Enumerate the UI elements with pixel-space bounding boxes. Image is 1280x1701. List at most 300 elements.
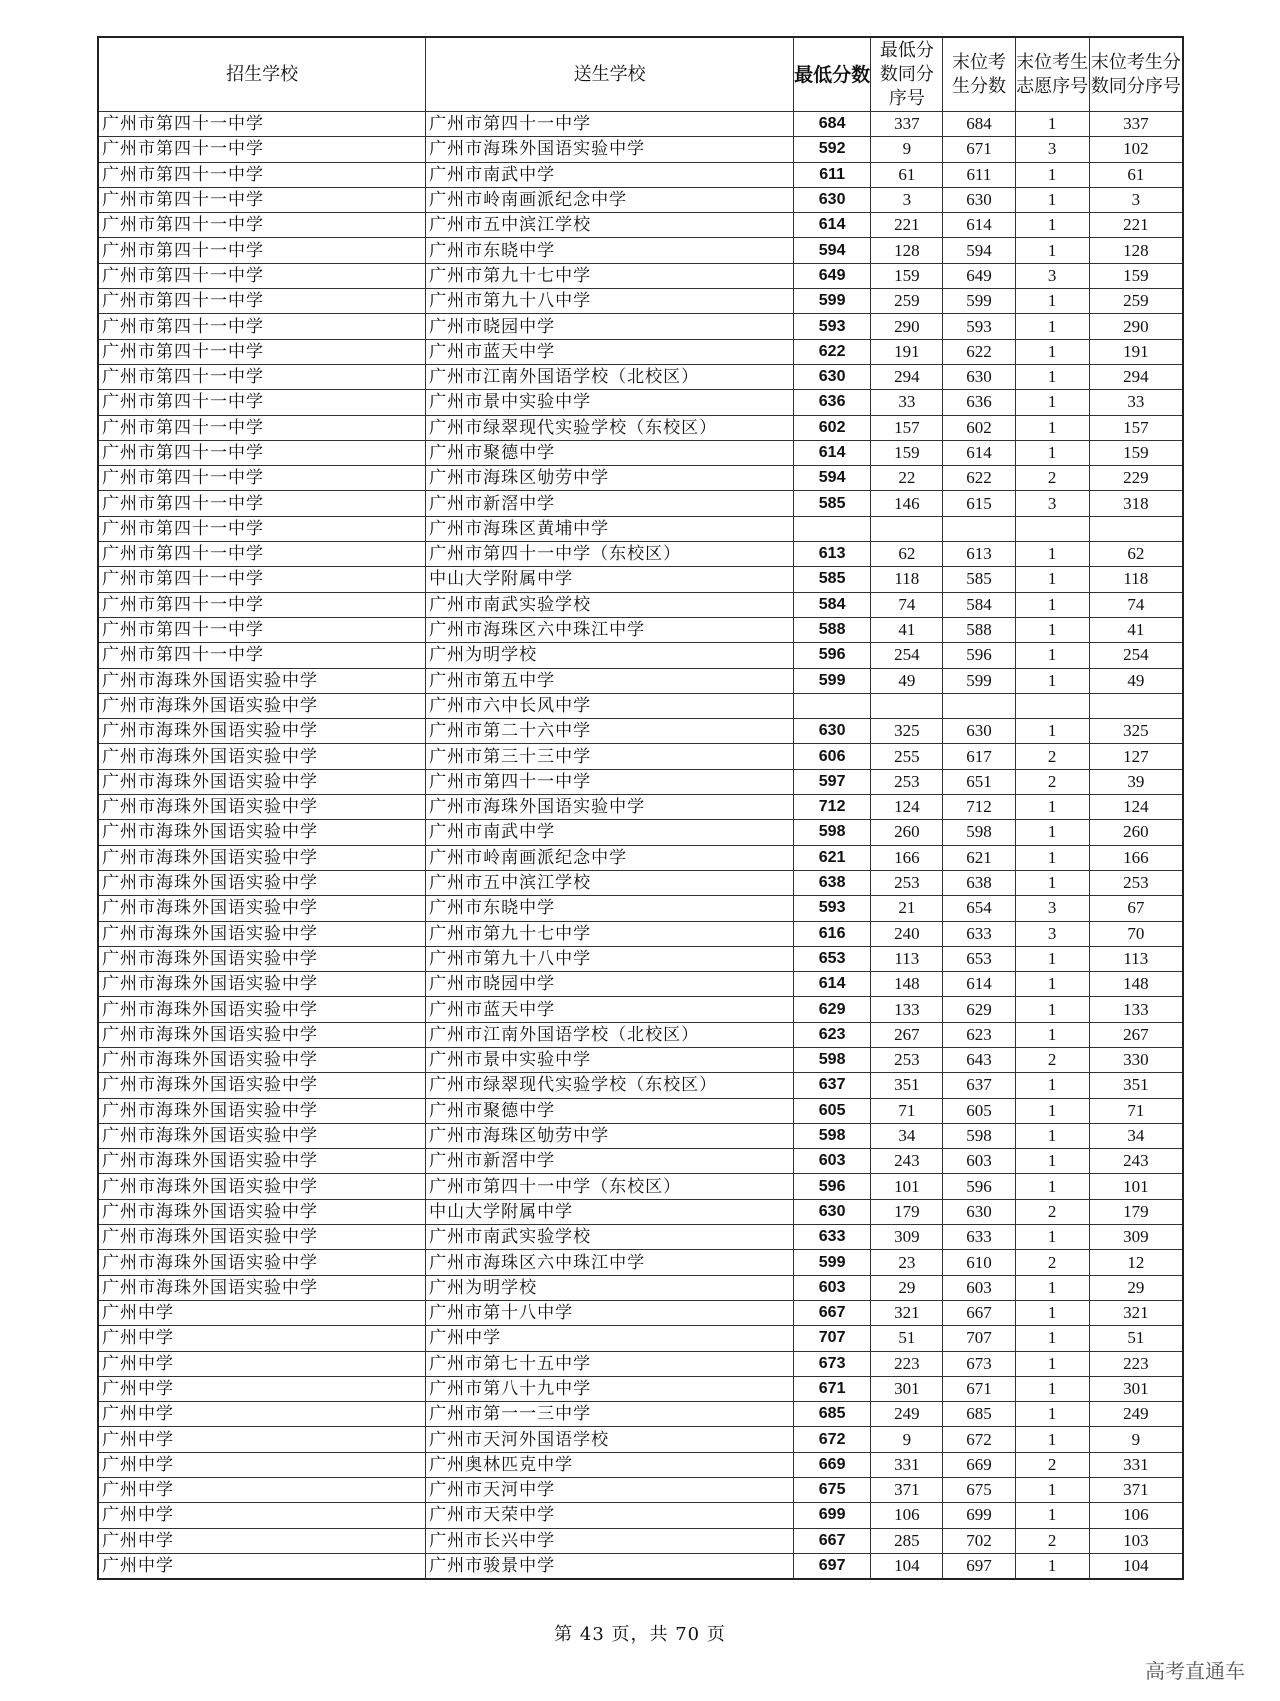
cell-min-score: 622 xyxy=(794,339,871,364)
cell-last-choice: 1 xyxy=(1015,314,1089,339)
cell-min-same-rank: 3 xyxy=(871,187,943,212)
cell-min-same-rank: 159 xyxy=(871,440,943,465)
cell-min-same-rank: 22 xyxy=(871,466,943,491)
cell-last-choice: 1 xyxy=(1015,1225,1089,1250)
cell-min-score: 707 xyxy=(794,1326,871,1351)
cell-last-same-rank: 267 xyxy=(1089,1022,1183,1047)
cell-send-school: 广州市天荣中学 xyxy=(426,1503,794,1528)
cell-admit-school: 广州市海珠外国语实验中学 xyxy=(98,820,426,845)
cell-admit-school: 广州市海珠外国语实验中学 xyxy=(98,1225,426,1250)
cell-admit-school: 广州市第四十一中学 xyxy=(98,364,426,389)
cell-last-score: 633 xyxy=(943,921,1015,946)
cell-last-choice: 1 xyxy=(1015,972,1089,997)
cell-admit-school: 广州市海珠外国语实验中学 xyxy=(98,870,426,895)
cell-last-choice: 1 xyxy=(1015,592,1089,617)
cell-send-school: 广州市景中实验中学 xyxy=(426,390,794,415)
cell-min-same-rank: 51 xyxy=(871,1326,943,1351)
cell-last-score: 598 xyxy=(943,1123,1015,1148)
table-row xyxy=(98,1553,1183,1579)
cell-last-choice: 1 xyxy=(1015,187,1089,212)
table-row xyxy=(98,1250,1183,1275)
cell-last-score: 702 xyxy=(943,1528,1015,1553)
cell-min-same-rank: 191 xyxy=(871,339,943,364)
cell-min-same-rank: 159 xyxy=(871,263,943,288)
cell-last-choice: 1 xyxy=(1015,1098,1089,1123)
cell-send-school: 广州市第五中学 xyxy=(426,668,794,693)
cell-last-score: 697 xyxy=(943,1553,1015,1579)
cell-min-score: 598 xyxy=(794,1123,871,1148)
cell-admit-school: 广州市海珠外国语实验中学 xyxy=(98,1022,426,1047)
cell-last-score: 638 xyxy=(943,870,1015,895)
cell-last-choice: 1 xyxy=(1015,1326,1089,1351)
cell-last-same-rank: 318 xyxy=(1089,491,1183,516)
cell-admit-school: 广州中学 xyxy=(98,1300,426,1325)
cell-admit-school: 广州市第四十一中学 xyxy=(98,542,426,567)
header-admit-school: 招生学校 xyxy=(98,37,426,112)
cell-last-same-rank: 223 xyxy=(1089,1351,1183,1376)
cell-last-same-rank: 3 xyxy=(1089,187,1183,212)
cell-min-score: 675 xyxy=(794,1478,871,1503)
table-row xyxy=(98,617,1183,642)
cell-last-score: 707 xyxy=(943,1326,1015,1351)
cell-min-score: 606 xyxy=(794,744,871,769)
cell-last-score: 637 xyxy=(943,1073,1015,1098)
cell-send-school: 广州市南武中学 xyxy=(426,820,794,845)
cell-min-same-rank: 253 xyxy=(871,870,943,895)
cell-last-score: 621 xyxy=(943,845,1015,870)
cell-min-same-rank: 9 xyxy=(871,1427,943,1452)
cell-min-score: 598 xyxy=(794,820,871,845)
cell-last-same-rank: 294 xyxy=(1089,364,1183,389)
table-row xyxy=(98,364,1183,389)
cell-min-same-rank: 259 xyxy=(871,289,943,314)
cell-admit-school: 广州市海珠外国语实验中学 xyxy=(98,1123,426,1148)
cell-last-same-rank xyxy=(1089,516,1183,541)
cell-min-score xyxy=(794,516,871,541)
admission-score-table xyxy=(97,36,1184,1580)
cell-min-same-rank: 71 xyxy=(871,1098,943,1123)
cell-last-score: 617 xyxy=(943,744,1015,769)
cell-send-school: 广州市第四十一中学 xyxy=(426,769,794,794)
table-row xyxy=(98,1503,1183,1528)
cell-send-school: 广州市江南外国语学校（北校区） xyxy=(426,1022,794,1047)
cell-last-score: 611 xyxy=(943,162,1015,187)
cell-last-choice xyxy=(1015,516,1089,541)
table-row xyxy=(98,592,1183,617)
cell-min-score: 637 xyxy=(794,1073,871,1098)
cell-last-same-rank: 29 xyxy=(1089,1275,1183,1300)
table-row xyxy=(98,162,1183,187)
cell-last-score: 603 xyxy=(943,1149,1015,1174)
cell-min-same-rank: 101 xyxy=(871,1174,943,1199)
cell-admit-school: 广州中学 xyxy=(98,1351,426,1376)
cell-min-score: 633 xyxy=(794,1225,871,1250)
cell-send-school: 广州市海珠区劬劳中学 xyxy=(426,466,794,491)
cell-last-choice: 1 xyxy=(1015,567,1089,592)
cell-send-school: 广州市第二十六中学 xyxy=(426,719,794,744)
table-row xyxy=(98,187,1183,212)
cell-last-choice xyxy=(1015,693,1089,718)
table-row xyxy=(98,896,1183,921)
cell-send-school: 广州市海珠外国语实验中学 xyxy=(426,795,794,820)
cell-last-same-rank: 157 xyxy=(1089,415,1183,440)
cell-admit-school: 广州中学 xyxy=(98,1402,426,1427)
cell-last-score: 643 xyxy=(943,1047,1015,1072)
cell-last-same-rank: 301 xyxy=(1089,1376,1183,1401)
cell-last-same-rank: 229 xyxy=(1089,466,1183,491)
table-row xyxy=(98,415,1183,440)
cell-min-score: 603 xyxy=(794,1149,871,1174)
cell-min-score: 596 xyxy=(794,643,871,668)
cell-last-choice: 1 xyxy=(1015,1149,1089,1174)
cell-send-school: 广州市蓝天中学 xyxy=(426,997,794,1022)
cell-send-school: 广州市东晓中学 xyxy=(426,896,794,921)
cell-send-school: 广州奥林匹克中学 xyxy=(426,1452,794,1477)
cell-min-score: 611 xyxy=(794,162,871,187)
cell-min-score: 623 xyxy=(794,1022,871,1047)
table-row xyxy=(98,1326,1183,1351)
cell-min-score: 638 xyxy=(794,870,871,895)
cell-send-school: 广州市第十八中学 xyxy=(426,1300,794,1325)
table-row xyxy=(98,1376,1183,1401)
cell-min-same-rank: 113 xyxy=(871,946,943,971)
cell-min-score: 598 xyxy=(794,1047,871,1072)
cell-admit-school: 广州市海珠外国语实验中学 xyxy=(98,1199,426,1224)
cell-admit-school: 广州市第四十一中学 xyxy=(98,390,426,415)
cell-send-school: 广州市晓园中学 xyxy=(426,314,794,339)
cell-last-score: 594 xyxy=(943,238,1015,263)
cell-last-same-rank: 61 xyxy=(1089,162,1183,187)
cell-last-choice: 1 xyxy=(1015,1174,1089,1199)
cell-min-same-rank: 337 xyxy=(871,112,943,137)
cell-min-same-rank: 61 xyxy=(871,162,943,187)
cell-last-same-rank: 221 xyxy=(1089,213,1183,238)
cell-admit-school: 广州市第四十一中学 xyxy=(98,289,426,314)
cell-min-score: 667 xyxy=(794,1300,871,1325)
cell-last-score: 596 xyxy=(943,643,1015,668)
cell-last-score: 669 xyxy=(943,1452,1015,1477)
cell-admit-school: 广州市海珠外国语实验中学 xyxy=(98,1073,426,1098)
table-row xyxy=(98,466,1183,491)
cell-admit-school: 广州市海珠外国语实验中学 xyxy=(98,946,426,971)
cell-send-school: 广州市第九十七中学 xyxy=(426,921,794,946)
table-row xyxy=(98,390,1183,415)
cell-min-score: 667 xyxy=(794,1528,871,1553)
cell-min-same-rank: 254 xyxy=(871,643,943,668)
cell-last-score: 605 xyxy=(943,1098,1015,1123)
cell-last-choice: 2 xyxy=(1015,1199,1089,1224)
cell-last-score: 593 xyxy=(943,314,1015,339)
cell-last-choice: 1 xyxy=(1015,1351,1089,1376)
table-row xyxy=(98,289,1183,314)
header-last-same-rank: 末位考生分数同分序号 xyxy=(1089,37,1183,112)
cell-last-choice: 1 xyxy=(1015,213,1089,238)
cell-last-choice: 2 xyxy=(1015,769,1089,794)
cell-min-same-rank xyxy=(871,516,943,541)
cell-admit-school: 广州市第四十一中学 xyxy=(98,187,426,212)
cell-min-score: 596 xyxy=(794,1174,871,1199)
cell-min-same-rank: 240 xyxy=(871,921,943,946)
cell-last-choice: 1 xyxy=(1015,238,1089,263)
cell-last-choice: 1 xyxy=(1015,1376,1089,1401)
cell-send-school: 广州市五中滨江学校 xyxy=(426,870,794,895)
cell-admit-school: 广州市第四十一中学 xyxy=(98,238,426,263)
cell-last-score: 599 xyxy=(943,289,1015,314)
cell-last-choice: 1 xyxy=(1015,946,1089,971)
cell-last-score: 613 xyxy=(943,542,1015,567)
cell-last-choice: 1 xyxy=(1015,1275,1089,1300)
cell-min-same-rank: 267 xyxy=(871,1022,943,1047)
cell-min-same-rank: 223 xyxy=(871,1351,943,1376)
cell-admit-school: 广州市第四十一中学 xyxy=(98,137,426,162)
cell-send-school: 广州市天河中学 xyxy=(426,1478,794,1503)
cell-last-choice: 2 xyxy=(1015,1452,1089,1477)
cell-last-same-rank: 118 xyxy=(1089,567,1183,592)
cell-last-choice: 2 xyxy=(1015,1047,1089,1072)
cell-min-same-rank: 62 xyxy=(871,542,943,567)
cell-last-same-rank: 51 xyxy=(1089,1326,1183,1351)
cell-admit-school: 广州市海珠外国语实验中学 xyxy=(98,744,426,769)
cell-min-same-rank: 290 xyxy=(871,314,943,339)
cell-last-score: 614 xyxy=(943,213,1015,238)
cell-send-school: 广州市海珠区黄埔中学 xyxy=(426,516,794,541)
cell-admit-school: 广州中学 xyxy=(98,1452,426,1477)
cell-min-score: 630 xyxy=(794,719,871,744)
cell-last-same-rank: 102 xyxy=(1089,137,1183,162)
cell-min-same-rank: 49 xyxy=(871,668,943,693)
cell-admit-school: 广州中学 xyxy=(98,1528,426,1553)
cell-min-score: 603 xyxy=(794,1275,871,1300)
cell-send-school: 广州市聚德中学 xyxy=(426,1098,794,1123)
cell-min-score: 636 xyxy=(794,390,871,415)
cell-last-score: 712 xyxy=(943,795,1015,820)
cell-admit-school: 广州市第四十一中学 xyxy=(98,314,426,339)
cell-min-same-rank: 9 xyxy=(871,137,943,162)
cell-admit-school: 广州市第四十一中学 xyxy=(98,162,426,187)
cell-last-choice: 1 xyxy=(1015,1503,1089,1528)
cell-admit-school: 广州市第四十一中学 xyxy=(98,617,426,642)
cell-last-choice: 1 xyxy=(1015,390,1089,415)
cell-last-score: 614 xyxy=(943,440,1015,465)
cell-last-same-rank: 179 xyxy=(1089,1199,1183,1224)
cell-min-same-rank: 118 xyxy=(871,567,943,592)
cell-last-score: 602 xyxy=(943,415,1015,440)
cell-send-school: 广州市第八十九中学 xyxy=(426,1376,794,1401)
cell-admit-school: 广州市海珠外国语实验中学 xyxy=(98,668,426,693)
cell-admit-school: 广州市海珠外国语实验中学 xyxy=(98,693,426,718)
cell-last-choice: 1 xyxy=(1015,364,1089,389)
cell-admit-school: 广州市第四十一中学 xyxy=(98,213,426,238)
cell-min-score: 697 xyxy=(794,1553,871,1579)
table-row xyxy=(98,1275,1183,1300)
cell-min-score: 671 xyxy=(794,1376,871,1401)
cell-send-school: 广州市绿翠现代实验学校（东校区） xyxy=(426,1073,794,1098)
cell-last-choice: 1 xyxy=(1015,339,1089,364)
cell-last-choice: 2 xyxy=(1015,1528,1089,1553)
cell-min-score: 597 xyxy=(794,769,871,794)
cell-min-score: 584 xyxy=(794,592,871,617)
cell-admit-school: 广州市海珠外国语实验中学 xyxy=(98,972,426,997)
cell-min-score: 629 xyxy=(794,997,871,1022)
table-row xyxy=(98,1073,1183,1098)
table-row xyxy=(98,643,1183,668)
cell-send-school: 广州市六中长风中学 xyxy=(426,693,794,718)
cell-min-same-rank: 106 xyxy=(871,1503,943,1528)
table-row xyxy=(98,845,1183,870)
cell-min-score: 669 xyxy=(794,1452,871,1477)
cell-min-score: 684 xyxy=(794,112,871,137)
cell-admit-school: 广州市第四十一中学 xyxy=(98,263,426,288)
cell-send-school: 广州市第九十八中学 xyxy=(426,946,794,971)
cell-last-same-rank: 260 xyxy=(1089,820,1183,845)
cell-min-score: 592 xyxy=(794,137,871,162)
cell-last-choice: 1 xyxy=(1015,1553,1089,1579)
cell-send-school: 中山大学附属中学 xyxy=(426,1199,794,1224)
cell-last-choice: 1 xyxy=(1015,643,1089,668)
cell-admit-school: 广州市第四十一中学 xyxy=(98,592,426,617)
table-row xyxy=(98,491,1183,516)
table-row xyxy=(98,769,1183,794)
cell-min-score: 673 xyxy=(794,1351,871,1376)
cell-last-score: 599 xyxy=(943,668,1015,693)
cell-send-school: 广州市海珠外国语实验中学 xyxy=(426,137,794,162)
cell-send-school: 广州市海珠区劬劳中学 xyxy=(426,1123,794,1148)
cell-last-score: 622 xyxy=(943,466,1015,491)
cell-last-choice: 1 xyxy=(1015,617,1089,642)
cell-last-same-rank: 148 xyxy=(1089,972,1183,997)
cell-last-choice: 1 xyxy=(1015,162,1089,187)
cell-min-same-rank: 146 xyxy=(871,491,943,516)
cell-last-choice: 1 xyxy=(1015,997,1089,1022)
cell-send-school: 广州市岭南画派纪念中学 xyxy=(426,845,794,870)
cell-min-score: 630 xyxy=(794,1199,871,1224)
cell-min-score: 621 xyxy=(794,845,871,870)
table-row xyxy=(98,693,1183,718)
cell-send-school: 广州市第四十一中学 xyxy=(426,112,794,137)
cell-send-school: 广州市绿翠现代实验学校（东校区） xyxy=(426,415,794,440)
cell-last-same-rank: 166 xyxy=(1089,845,1183,870)
table-row xyxy=(98,795,1183,820)
cell-send-school: 广州市天河外国语学校 xyxy=(426,1427,794,1452)
cell-last-score: 685 xyxy=(943,1402,1015,1427)
header-min-same-rank: 最低分数同分序号 xyxy=(871,37,943,112)
cell-admit-school: 广州市第四十一中学 xyxy=(98,112,426,137)
cell-min-same-rank: 41 xyxy=(871,617,943,642)
cell-last-choice: 1 xyxy=(1015,719,1089,744)
cell-admit-school: 广州中学 xyxy=(98,1326,426,1351)
cell-last-same-rank: 309 xyxy=(1089,1225,1183,1250)
cell-admit-school: 广州市第四十一中学 xyxy=(98,491,426,516)
cell-last-same-rank: 337 xyxy=(1089,112,1183,137)
cell-last-same-rank: 74 xyxy=(1089,592,1183,617)
cell-last-score: 623 xyxy=(943,1022,1015,1047)
cell-last-same-rank: 127 xyxy=(1089,744,1183,769)
cell-last-score: 667 xyxy=(943,1300,1015,1325)
cell-min-score: 594 xyxy=(794,238,871,263)
cell-min-score: 685 xyxy=(794,1402,871,1427)
cell-admit-school: 广州市海珠外国语实验中学 xyxy=(98,845,426,870)
cell-min-score: 599 xyxy=(794,668,871,693)
table-row xyxy=(98,820,1183,845)
cell-min-score: 653 xyxy=(794,946,871,971)
cell-send-school: 广州市江南外国语学校（北校区） xyxy=(426,364,794,389)
admission-table-container xyxy=(97,36,1184,1580)
cell-last-score: 633 xyxy=(943,1225,1015,1250)
cell-min-score xyxy=(794,693,871,718)
cell-last-choice: 1 xyxy=(1015,440,1089,465)
cell-last-score: 610 xyxy=(943,1250,1015,1275)
cell-send-school: 广州市聚德中学 xyxy=(426,440,794,465)
cell-send-school: 广州为明学校 xyxy=(426,1275,794,1300)
cell-min-score: 614 xyxy=(794,972,871,997)
cell-last-choice: 3 xyxy=(1015,921,1089,946)
cell-min-same-rank: 124 xyxy=(871,795,943,820)
cell-send-school: 广州市海珠区六中珠江中学 xyxy=(426,1250,794,1275)
cell-last-score: 630 xyxy=(943,1199,1015,1224)
cell-last-same-rank: 41 xyxy=(1089,617,1183,642)
cell-send-school: 广州市岭南画派纪念中学 xyxy=(426,187,794,212)
cell-send-school: 广州市五中滨江学校 xyxy=(426,213,794,238)
cell-last-choice: 1 xyxy=(1015,1022,1089,1047)
cell-min-score: 594 xyxy=(794,466,871,491)
cell-last-score: 673 xyxy=(943,1351,1015,1376)
cell-last-score: 584 xyxy=(943,592,1015,617)
cell-last-same-rank: 249 xyxy=(1089,1402,1183,1427)
cell-last-choice: 1 xyxy=(1015,1478,1089,1503)
cell-last-same-rank: 103 xyxy=(1089,1528,1183,1553)
cell-last-same-rank: 330 xyxy=(1089,1047,1183,1072)
table-row xyxy=(98,1452,1183,1477)
cell-min-same-rank: 23 xyxy=(871,1250,943,1275)
cell-admit-school: 广州中学 xyxy=(98,1478,426,1503)
cell-last-choice: 1 xyxy=(1015,1402,1089,1427)
cell-last-choice: 3 xyxy=(1015,491,1089,516)
cell-min-same-rank: 34 xyxy=(871,1123,943,1148)
cell-last-same-rank: 325 xyxy=(1089,719,1183,744)
table-row xyxy=(98,1402,1183,1427)
cell-min-same-rank: 351 xyxy=(871,1073,943,1098)
table-row xyxy=(98,946,1183,971)
cell-min-score: 712 xyxy=(794,795,871,820)
cell-admit-school: 广州中学 xyxy=(98,1427,426,1452)
cell-send-school: 广州为明学校 xyxy=(426,643,794,668)
cell-admit-school: 广州市第四十一中学 xyxy=(98,339,426,364)
cell-send-school: 广州市第九十八中学 xyxy=(426,289,794,314)
cell-min-same-rank: 253 xyxy=(871,769,943,794)
cell-last-choice: 1 xyxy=(1015,668,1089,693)
table-row xyxy=(98,972,1183,997)
cell-last-same-rank: 106 xyxy=(1089,1503,1183,1528)
table-row xyxy=(98,719,1183,744)
cell-send-school: 广州市新滘中学 xyxy=(426,491,794,516)
cell-last-choice: 1 xyxy=(1015,112,1089,137)
cell-last-choice: 3 xyxy=(1015,137,1089,162)
cell-last-score: 629 xyxy=(943,997,1015,1022)
table-row xyxy=(98,213,1183,238)
table-header-row xyxy=(98,37,1183,112)
cell-last-score: 622 xyxy=(943,339,1015,364)
cell-send-school: 广州市南武实验学校 xyxy=(426,1225,794,1250)
cell-send-school: 广州市第九十七中学 xyxy=(426,263,794,288)
cell-last-choice: 1 xyxy=(1015,542,1089,567)
cell-last-same-rank: 191 xyxy=(1089,339,1183,364)
cell-send-school: 广州市第一一三中学 xyxy=(426,1402,794,1427)
cell-last-score: 671 xyxy=(943,1376,1015,1401)
table-row xyxy=(98,440,1183,465)
table-row xyxy=(98,542,1183,567)
table-row xyxy=(98,1528,1183,1553)
cell-min-same-rank: 148 xyxy=(871,972,943,997)
